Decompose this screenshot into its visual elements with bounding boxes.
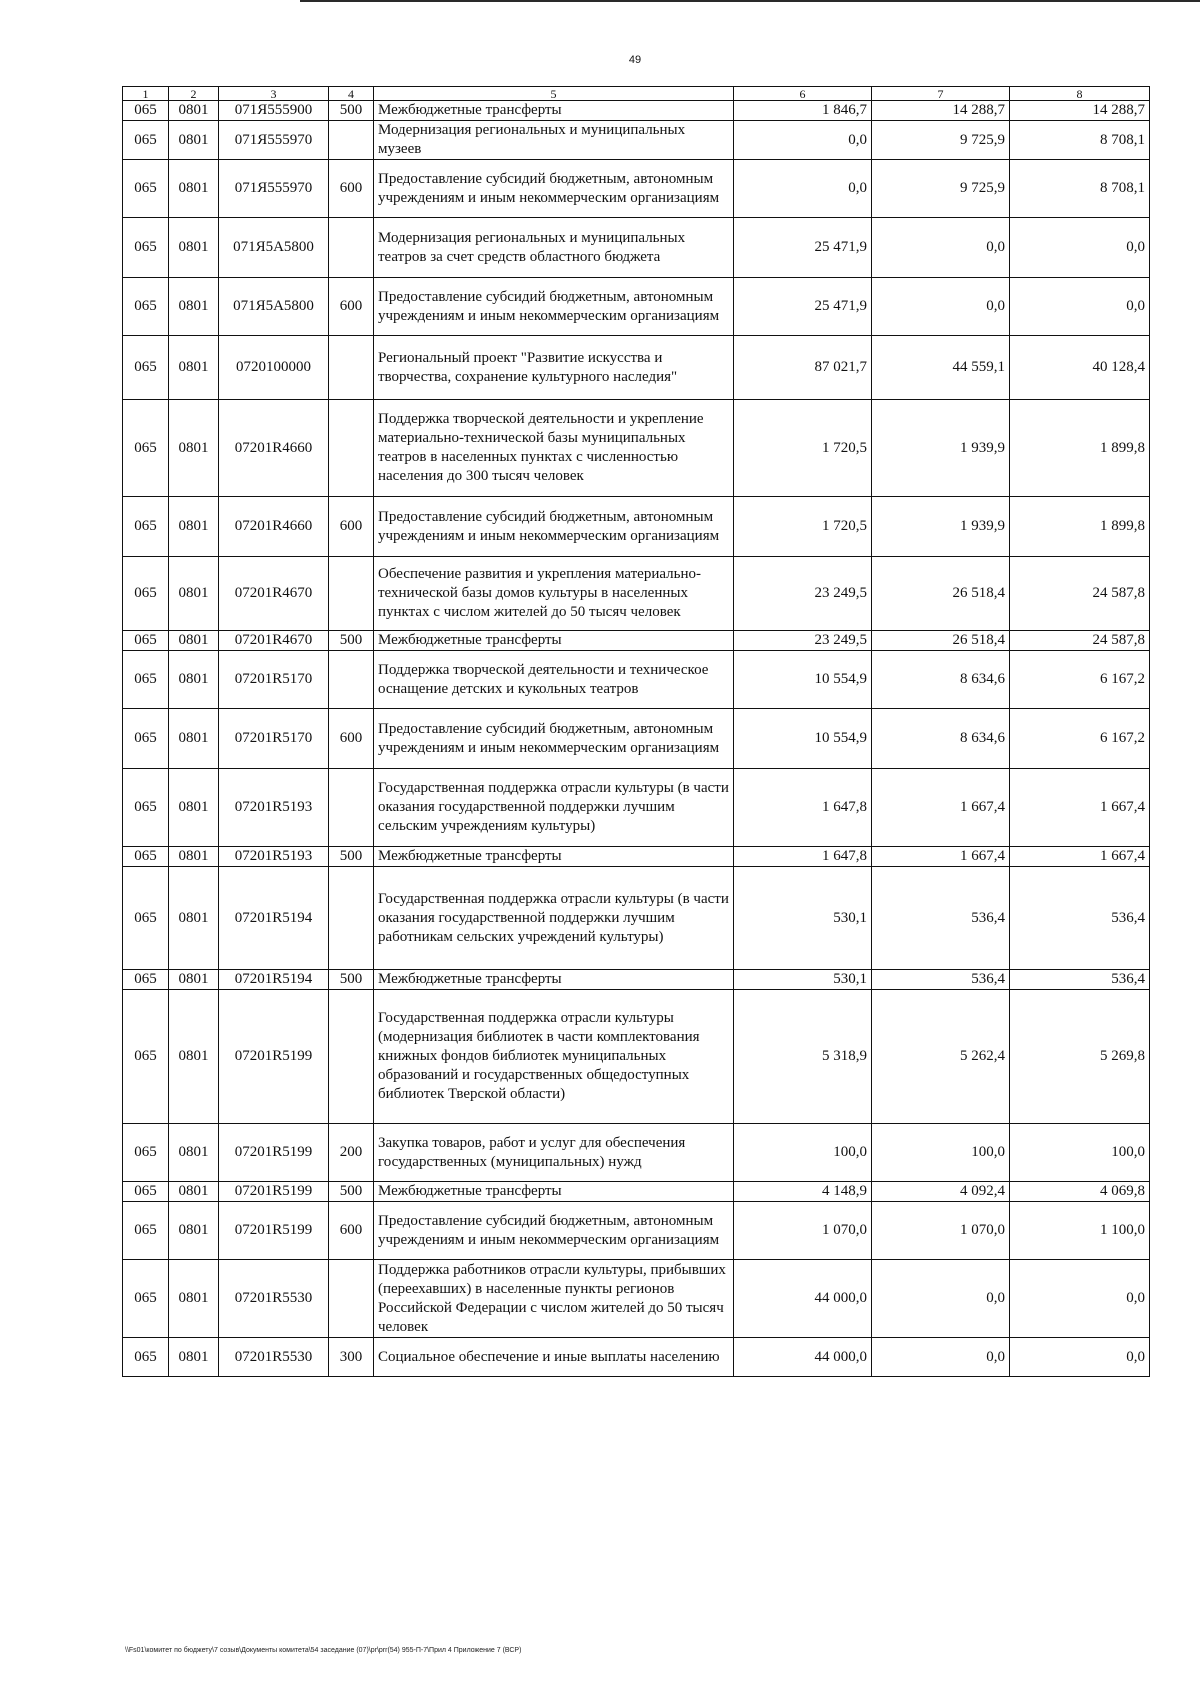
cell-department-code: 065	[123, 631, 169, 651]
cell-section-code: 0801	[169, 121, 219, 160]
cell-amount-col8: 0,0	[1010, 218, 1150, 278]
cell-amount-col7: 1 939,9	[872, 400, 1010, 497]
column-header: 8	[1010, 87, 1150, 101]
cell-amount-col6: 23 249,5	[734, 631, 872, 651]
cell-section-code: 0801	[169, 101, 219, 121]
cell-section-code: 0801	[169, 218, 219, 278]
column-header: 3	[219, 87, 329, 101]
cell-amount-col7: 8 634,6	[872, 709, 1010, 769]
cell-department-code: 065	[123, 769, 169, 847]
cell-amount-col8: 4 069,8	[1010, 1182, 1150, 1202]
cell-department-code: 065	[123, 990, 169, 1124]
cell-expense-type	[329, 557, 374, 631]
cell-department-code: 065	[123, 651, 169, 709]
table-row	[123, 990, 1150, 1124]
cell-item-name: Предоставление субсидий бюджетным, автономным учреждениям и иным некоммерческим организациям	[374, 160, 734, 218]
cell-target-article: 07201R5170	[219, 651, 329, 709]
cell-amount-col6: 10 554,9	[734, 651, 872, 709]
table-row	[123, 1182, 1150, 1202]
cell-target-article: 07201R4660	[219, 497, 329, 557]
cell-department-code: 065	[123, 1202, 169, 1260]
cell-target-article: 07201R5199	[219, 1124, 329, 1182]
cell-department-code: 065	[123, 557, 169, 631]
cell-expense-type: 600	[329, 1202, 374, 1260]
cell-section-code: 0801	[169, 336, 219, 400]
cell-amount-col8: 100,0	[1010, 1124, 1150, 1182]
cell-expense-type: 500	[329, 101, 374, 121]
cell-amount-col6: 0,0	[734, 160, 872, 218]
cell-target-article: 071Я555970	[219, 121, 329, 160]
cell-target-article: 07201R4670	[219, 631, 329, 651]
cell-expense-type	[329, 990, 374, 1124]
cell-target-article: 071Я555900	[219, 101, 329, 121]
cell-target-article: 071Я5А5800	[219, 218, 329, 278]
cell-expense-type: 200	[329, 1124, 374, 1182]
cell-amount-col8: 40 128,4	[1010, 336, 1150, 400]
table-body	[123, 101, 1150, 1377]
cell-amount-col7: 9 725,9	[872, 121, 1010, 160]
cell-section-code: 0801	[169, 970, 219, 990]
cell-item-name: Предоставление субсидий бюджетным, автономным учреждениям и иным некоммерческим организациям	[374, 497, 734, 557]
cell-section-code: 0801	[169, 1260, 219, 1338]
cell-item-name: Модернизация региональных и муниципальных театров за счет средств областного бюджета	[374, 218, 734, 278]
cell-item-name: Обеспечение развития и укрепления материально-технической базы домов культуры в населенных пунктах с числом жителей до 50 тысяч человек	[374, 557, 734, 631]
table-row	[123, 557, 1150, 631]
cell-item-name: Предоставление субсидий бюджетным, автономным учреждениям и иным некоммерческим организациям	[374, 709, 734, 769]
cell-department-code: 065	[123, 160, 169, 218]
column-header: 7	[872, 87, 1010, 101]
cell-section-code: 0801	[169, 769, 219, 847]
cell-department-code: 065	[123, 709, 169, 769]
cell-section-code: 0801	[169, 847, 219, 867]
cell-target-article: 0720100000	[219, 336, 329, 400]
cell-expense-type	[329, 651, 374, 709]
cell-amount-col8: 536,4	[1010, 867, 1150, 970]
table-row	[123, 867, 1150, 970]
cell-target-article: 07201R4660	[219, 400, 329, 497]
cell-amount-col6: 1 070,0	[734, 1202, 872, 1260]
cell-amount-col7: 1 070,0	[872, 1202, 1010, 1260]
cell-expense-type: 500	[329, 631, 374, 651]
cell-item-name: Поддержка творческой деятельности и техническое оснащение детских и кукольных театров	[374, 651, 734, 709]
cell-amount-col6: 0,0	[734, 121, 872, 160]
table-row	[123, 101, 1150, 121]
cell-amount-col7: 4 092,4	[872, 1182, 1010, 1202]
cell-amount-col8: 1 667,4	[1010, 769, 1150, 847]
cell-section-code: 0801	[169, 160, 219, 218]
cell-item-name: Региональный проект "Развитие искусства и творчества, сохранение культурного наследия"	[374, 336, 734, 400]
cell-target-article: 07201R5199	[219, 1182, 329, 1202]
cell-department-code: 065	[123, 497, 169, 557]
cell-item-name: Государственная поддержка отрасли культуры (в части оказания государственной поддержки лучшим работникам сельских учреждений культуры)	[374, 867, 734, 970]
cell-amount-col7: 0,0	[872, 1260, 1010, 1338]
table-row	[123, 336, 1150, 400]
cell-department-code: 065	[123, 1260, 169, 1338]
cell-target-article: 07201R4670	[219, 557, 329, 631]
cell-amount-col6: 1 647,8	[734, 769, 872, 847]
column-header: 1	[123, 87, 169, 101]
cell-section-code: 0801	[169, 1338, 219, 1377]
cell-amount-col6: 530,1	[734, 867, 872, 970]
table-row	[123, 400, 1150, 497]
cell-amount-col6: 25 471,9	[734, 218, 872, 278]
cell-amount-col8: 0,0	[1010, 1338, 1150, 1377]
cell-department-code: 065	[123, 1124, 169, 1182]
table-row	[123, 218, 1150, 278]
cell-section-code: 0801	[169, 497, 219, 557]
cell-amount-col8: 0,0	[1010, 1260, 1150, 1338]
cell-amount-col7: 1 667,4	[872, 769, 1010, 847]
cell-target-article: 07201R5193	[219, 847, 329, 867]
table-row	[123, 847, 1150, 867]
cell-target-article: 071Я5А5800	[219, 278, 329, 336]
column-header: 5	[374, 87, 734, 101]
table-row	[123, 497, 1150, 557]
cell-expense-type: 500	[329, 970, 374, 990]
cell-section-code: 0801	[169, 990, 219, 1124]
cell-item-name: Межбюджетные трансферты	[374, 1182, 734, 1202]
cell-target-article: 071Я555970	[219, 160, 329, 218]
cell-amount-col7: 536,4	[872, 867, 1010, 970]
column-header: 2	[169, 87, 219, 101]
cell-expense-type: 600	[329, 160, 374, 218]
cell-item-name: Социальное обеспечение и иные выплаты населению	[374, 1338, 734, 1377]
cell-department-code: 065	[123, 970, 169, 990]
cell-amount-col7: 8 634,6	[872, 651, 1010, 709]
cell-section-code: 0801	[169, 557, 219, 631]
cell-target-article: 07201R5170	[219, 709, 329, 769]
cell-department-code: 065	[123, 336, 169, 400]
cell-target-article: 07201R5530	[219, 1260, 329, 1338]
scan-edge-line	[300, 0, 1200, 2]
cell-item-name: Межбюджетные трансферты	[374, 970, 734, 990]
cell-expense-type: 600	[329, 709, 374, 769]
cell-department-code: 065	[123, 1182, 169, 1202]
budget-table	[122, 86, 1150, 1377]
cell-expense-type: 600	[329, 497, 374, 557]
table-row	[123, 1338, 1150, 1377]
cell-target-article: 07201R5199	[219, 990, 329, 1124]
cell-amount-col8: 6 167,2	[1010, 651, 1150, 709]
cell-item-name: Межбюджетные трансферты	[374, 631, 734, 651]
cell-target-article: 07201R5193	[219, 769, 329, 847]
table-row	[123, 769, 1150, 847]
cell-section-code: 0801	[169, 651, 219, 709]
cell-amount-col6: 1 720,5	[734, 497, 872, 557]
cell-amount-col8: 6 167,2	[1010, 709, 1150, 769]
cell-department-code: 065	[123, 847, 169, 867]
cell-amount-col7: 0,0	[872, 278, 1010, 336]
cell-amount-col8: 1 899,8	[1010, 400, 1150, 497]
cell-amount-col7: 1 939,9	[872, 497, 1010, 557]
cell-item-name: Модернизация региональных и муниципальных музеев	[374, 121, 734, 160]
cell-expense-type	[329, 769, 374, 847]
cell-amount-col8: 14 288,7	[1010, 101, 1150, 121]
cell-item-name: Предоставление субсидий бюджетным, автономным учреждениям и иным некоммерческим организациям	[374, 278, 734, 336]
cell-amount-col6: 25 471,9	[734, 278, 872, 336]
cell-section-code: 0801	[169, 709, 219, 769]
cell-amount-col8: 536,4	[1010, 970, 1150, 990]
cell-amount-col7: 14 288,7	[872, 101, 1010, 121]
cell-amount-col6: 4 148,9	[734, 1182, 872, 1202]
cell-section-code: 0801	[169, 278, 219, 336]
cell-department-code: 065	[123, 400, 169, 497]
cell-expense-type	[329, 867, 374, 970]
cell-target-article: 07201R5199	[219, 1202, 329, 1260]
cell-section-code: 0801	[169, 400, 219, 497]
cell-department-code: 065	[123, 867, 169, 970]
cell-amount-col6: 1 720,5	[734, 400, 872, 497]
cell-expense-type: 600	[329, 278, 374, 336]
cell-expense-type: 300	[329, 1338, 374, 1377]
cell-department-code: 065	[123, 218, 169, 278]
cell-item-name: Межбюджетные трансферты	[374, 847, 734, 867]
cell-amount-col8: 1 100,0	[1010, 1202, 1150, 1260]
cell-expense-type: 500	[329, 847, 374, 867]
cell-amount-col6: 5 318,9	[734, 990, 872, 1124]
cell-item-name: Закупка товаров, работ и услуг для обеспечения государственных (муниципальных) нужд	[374, 1124, 734, 1182]
cell-department-code: 065	[123, 278, 169, 336]
cell-section-code: 0801	[169, 631, 219, 651]
cell-target-article: 07201R5530	[219, 1338, 329, 1377]
cell-amount-col8: 1 667,4	[1010, 847, 1150, 867]
table-row	[123, 1202, 1150, 1260]
table-row	[123, 631, 1150, 651]
cell-amount-col8: 8 708,1	[1010, 121, 1150, 160]
cell-item-name: Поддержка творческой деятельности и укрепление материально-технической базы муниципальных театров в населенных пунктах с численностью населения до 300 тысяч человек	[374, 400, 734, 497]
cell-section-code: 0801	[169, 867, 219, 970]
cell-item-name: Государственная поддержка отрасли культуры (модернизация библиотек в части комплектования книжных фондов библиотек муниципальных образований и государственных общедоступных библиотек Тверской области)	[374, 990, 734, 1124]
cell-amount-col8: 24 587,8	[1010, 631, 1150, 651]
footer-file-path: \\Fs01\комитет по бюджету\7 созыв\Документы комитета\54 заседание (07)\pr\prr(54) 955-П-7\Прил 4 Приложение 7 (ВСР)	[125, 1647, 522, 1654]
cell-department-code: 065	[123, 101, 169, 121]
table-row	[123, 651, 1150, 709]
cell-amount-col6: 1 846,7	[734, 101, 872, 121]
cell-amount-col8: 8 708,1	[1010, 160, 1150, 218]
cell-amount-col6: 100,0	[734, 1124, 872, 1182]
cell-amount-col7: 0,0	[872, 1338, 1010, 1377]
column-header: 6	[734, 87, 872, 101]
cell-section-code: 0801	[169, 1202, 219, 1260]
table-row	[123, 278, 1150, 336]
column-number-row	[123, 87, 1150, 101]
column-header: 4	[329, 87, 374, 101]
cell-amount-col7: 5 262,4	[872, 990, 1010, 1124]
table-row	[123, 970, 1150, 990]
cell-department-code: 065	[123, 121, 169, 160]
cell-target-article: 07201R5194	[219, 970, 329, 990]
cell-amount-col6: 10 554,9	[734, 709, 872, 769]
cell-amount-col7: 26 518,4	[872, 631, 1010, 651]
cell-section-code: 0801	[169, 1182, 219, 1202]
table-row	[123, 121, 1150, 160]
cell-amount-col6: 23 249,5	[734, 557, 872, 631]
cell-expense-type: 500	[329, 1182, 374, 1202]
cell-item-name: Межбюджетные трансферты	[374, 101, 734, 121]
cell-amount-col8: 5 269,8	[1010, 990, 1150, 1124]
cell-section-code: 0801	[169, 1124, 219, 1182]
page-number: 49	[628, 54, 642, 66]
cell-amount-col6: 1 647,8	[734, 847, 872, 867]
cell-expense-type	[329, 121, 374, 160]
cell-item-name: Предоставление субсидий бюджетным, автономным учреждениям и иным некоммерческим организациям	[374, 1202, 734, 1260]
cell-amount-col7: 44 559,1	[872, 336, 1010, 400]
cell-amount-col6: 44 000,0	[734, 1338, 872, 1377]
table-row	[123, 709, 1150, 769]
cell-department-code: 065	[123, 1338, 169, 1377]
cell-amount-col6: 530,1	[734, 970, 872, 990]
cell-amount-col8: 0,0	[1010, 278, 1150, 336]
cell-expense-type	[329, 336, 374, 400]
cell-amount-col7: 1 667,4	[872, 847, 1010, 867]
cell-amount-col6: 44 000,0	[734, 1260, 872, 1338]
table-row	[123, 1124, 1150, 1182]
cell-amount-col7: 26 518,4	[872, 557, 1010, 631]
cell-item-name: Государственная поддержка отрасли культуры (в части оказания государственной поддержки лучшим сельским учреждениям культуры)	[374, 769, 734, 847]
cell-amount-col7: 0,0	[872, 218, 1010, 278]
cell-expense-type	[329, 400, 374, 497]
cell-target-article: 07201R5194	[219, 867, 329, 970]
table-row	[123, 1260, 1150, 1338]
table-row	[123, 160, 1150, 218]
cell-amount-col7: 536,4	[872, 970, 1010, 990]
cell-item-name: Поддержка работников отрасли культуры, прибывших (переехавших) в населенные пункты регионов Российской Федерации с числом жителей до 50 тысяч человек	[374, 1260, 734, 1338]
cell-amount-col8: 1 899,8	[1010, 497, 1150, 557]
cell-amount-col7: 100,0	[872, 1124, 1010, 1182]
cell-amount-col8: 24 587,8	[1010, 557, 1150, 631]
cell-amount-col7: 9 725,9	[872, 160, 1010, 218]
cell-expense-type	[329, 218, 374, 278]
cell-amount-col6: 87 021,7	[734, 336, 872, 400]
cell-expense-type	[329, 1260, 374, 1338]
